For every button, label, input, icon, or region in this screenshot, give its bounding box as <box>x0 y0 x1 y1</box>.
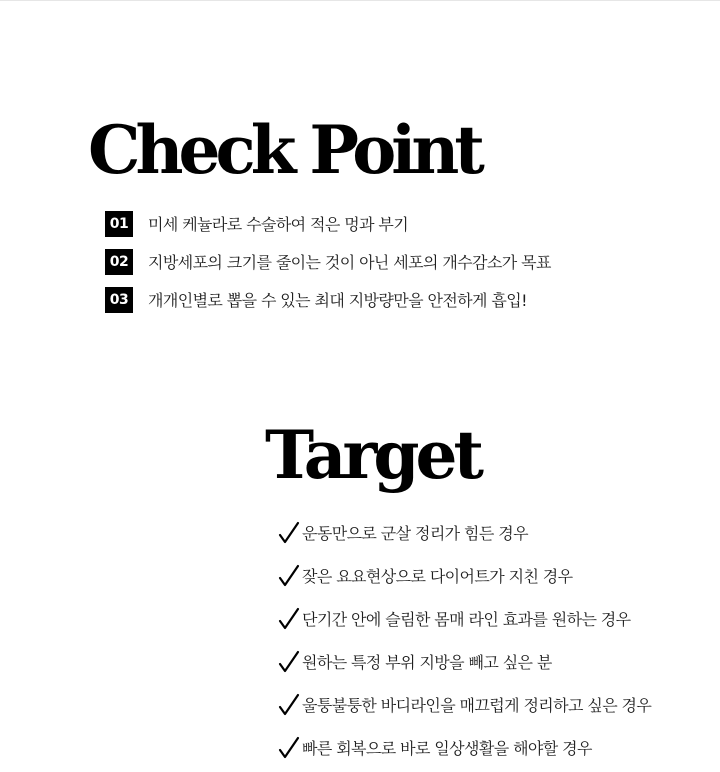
target-item-text: 원하는 특정 부위 지방을 빼고 싶은 분 <box>302 653 552 672</box>
checkpoint-list <box>105 210 551 324</box>
target-item-text: 빠른 회복으로 바로 일상생활을 해야할 경우 <box>302 739 592 758</box>
target-item-text: 운동만으로 군살 정리가 힘든 경우 <box>302 524 528 543</box>
number-badge: 02 <box>105 249 133 275</box>
target-item <box>278 600 651 631</box>
checkmark-icon <box>278 650 300 674</box>
number-badge: 01 <box>105 211 133 237</box>
target-list <box>278 514 651 772</box>
target-item <box>278 686 651 717</box>
target-item <box>278 729 651 760</box>
checkpoint-title: Check Point <box>88 111 480 189</box>
checkpoint-item-text: 미세 케뉼라로 수술하여 적은 멍과 부기 <box>148 215 409 234</box>
checkmark-icon <box>278 607 300 631</box>
checkmark-icon <box>278 564 300 588</box>
top-divider <box>0 0 720 1</box>
target-item-text: 울퉁불퉁한 바디라인을 매끄럽게 정리하고 싶은 경우 <box>302 696 652 715</box>
target-item <box>278 514 651 545</box>
target-item-text: 단기간 안에 슬림한 몸매 라인 효과를 원하는 경우 <box>302 610 631 629</box>
target-item <box>278 643 651 674</box>
target-item-text: 잦은 요요현상으로 다이어트가 지친 경우 <box>302 567 573 586</box>
checkpoint-item <box>105 248 551 275</box>
checkmark-icon <box>278 736 300 760</box>
checkmark-icon <box>278 521 300 545</box>
checkpoint-item-text: 지방세포의 크기를 줄이는 것이 아닌 세포의 개수감소가 목표 <box>148 253 551 272</box>
checkpoint-item-text: 개개인별로 뽑을 수 있는 최대 지방량만을 안전하게 흡입! <box>148 291 527 310</box>
target-title: Target <box>265 416 480 494</box>
number-badge: 03 <box>105 287 133 313</box>
target-item <box>278 557 651 588</box>
checkpoint-item <box>105 210 551 237</box>
checkpoint-item <box>105 286 551 313</box>
checkmark-icon <box>278 693 300 717</box>
